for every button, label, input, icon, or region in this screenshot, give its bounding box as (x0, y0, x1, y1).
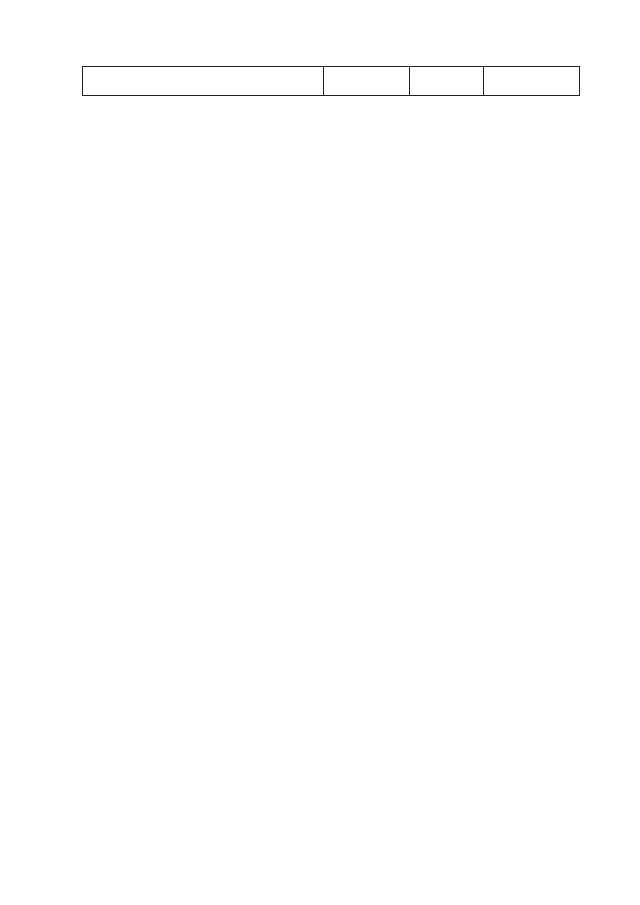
header-per-ha (484, 67, 580, 96)
header-indicator (83, 67, 324, 96)
expenses-table (82, 66, 580, 96)
table-header-row (83, 67, 580, 96)
header-sum (324, 67, 410, 96)
header-share (410, 67, 484, 96)
